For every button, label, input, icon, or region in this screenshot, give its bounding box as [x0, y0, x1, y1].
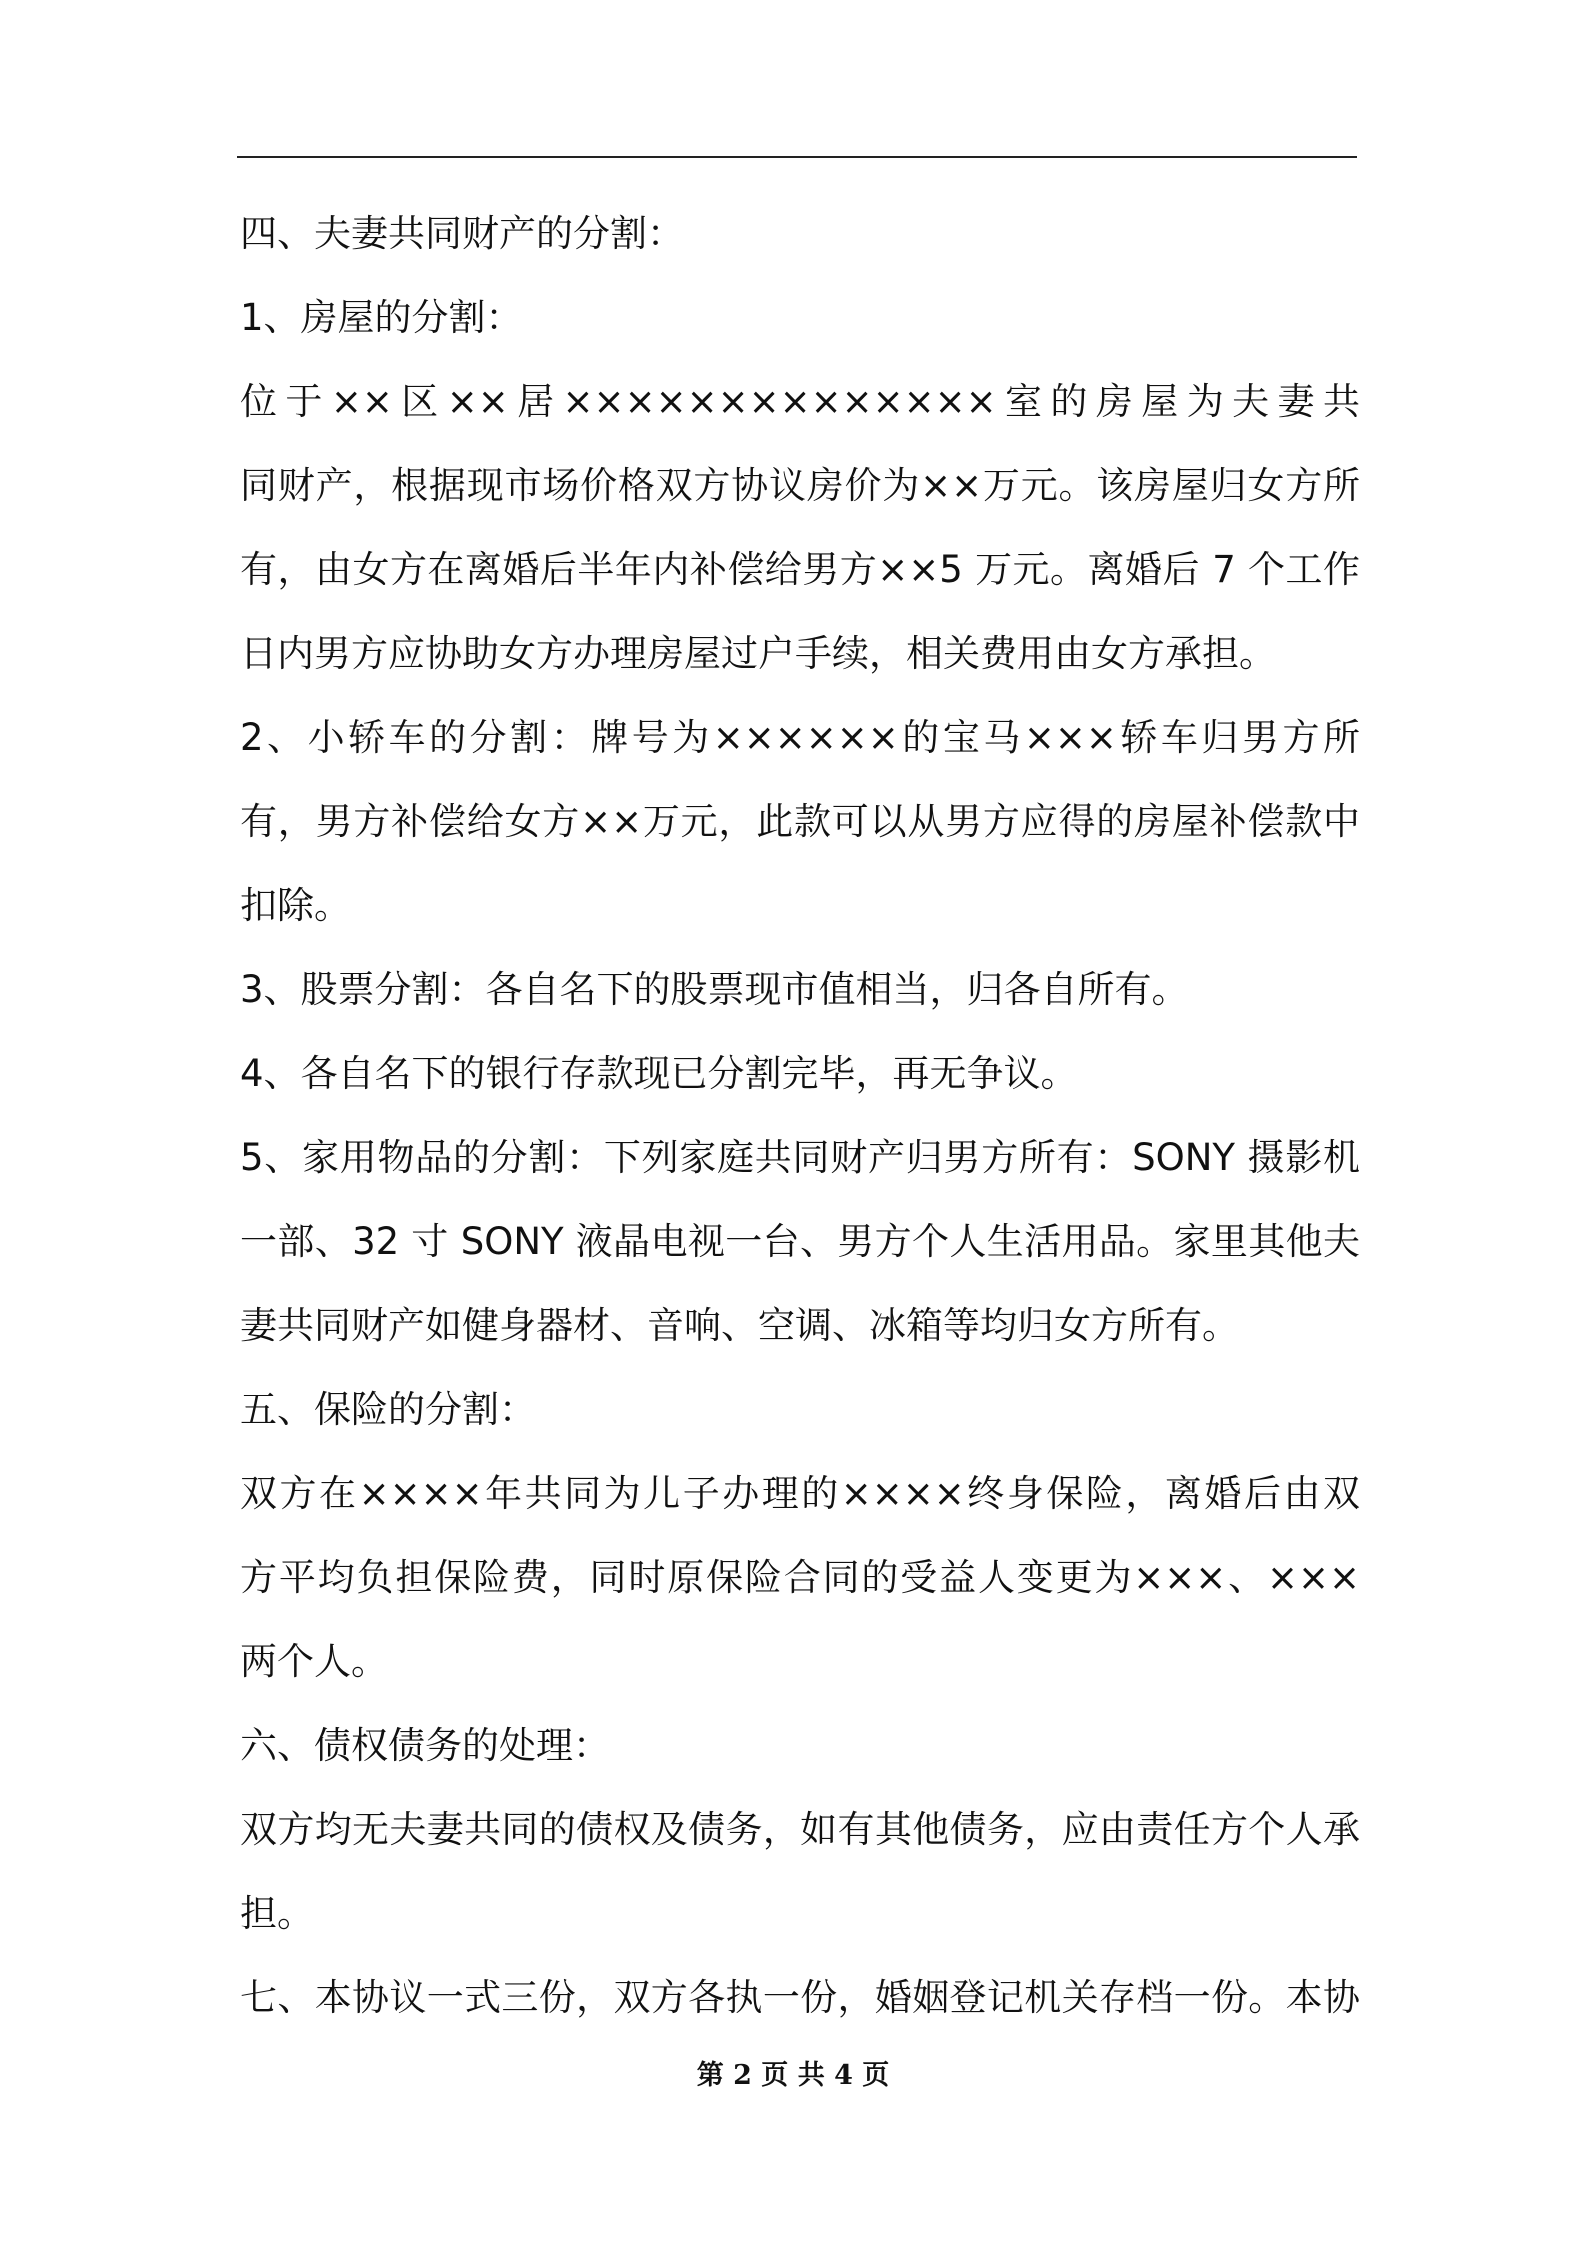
text-line: 日内男方应协助女方办理房屋过户手续，相关费用由女方承担。	[240, 632, 1276, 675]
text-line: 六、债权债务的处理：	[240, 1724, 610, 1767]
text-line: 3、股票分割：各自名下的股票现市值相当，归各自所有。	[240, 968, 1189, 1011]
text-line: 方平均负担保险费，同时原保险合同的受益人变更为×××、×××	[240, 1556, 1360, 1599]
page-number-footer: 第 2 页 共 4 页	[696, 2060, 890, 2091]
text-line: 四、夫妻共同财产的分割：	[240, 212, 684, 255]
text-line: 两个人。	[240, 1640, 388, 1683]
text-line: 5、家用物品的分割：下列家庭共同财产归男方所有：SONY 摄影机	[240, 1136, 1360, 1179]
text-line: 位于××区××居××××××××××××××室的房屋为夫妻共	[240, 380, 1360, 423]
header-rule	[237, 156, 1357, 158]
text-line: 扣除。	[240, 884, 351, 927]
text-line: 双方在××××年共同为儿子办理的××××终身保险，离婚后由双	[240, 1472, 1360, 1515]
document-body	[240, 192, 1360, 2040]
text-line: 有，男方补偿给女方××万元，此款可以从男方应得的房屋补偿款中	[240, 800, 1360, 843]
text-line: 一部、32 寸 SONY 液晶电视一台、男方个人生活用品。家里其他夫	[240, 1220, 1360, 1263]
text-line: 双方均无夫妻共同的债权及债务，如有其他债务，应由责任方个人承	[240, 1808, 1360, 1851]
text-line: 同财产，根据现市场价格双方协议房价为××万元。该房屋归女方所	[240, 464, 1360, 507]
text-line: 4、各自名下的银行存款现已分割完毕，再无争议。	[240, 1052, 1078, 1095]
text-line: 七、本协议一式三份，双方各执一份，婚姻登记机关存档一份。本协	[240, 1976, 1360, 2019]
text-line: 有，由女方在离婚后半年内补偿给男方××5 万元。离婚后 7 个工作	[240, 548, 1360, 591]
text-line: 五、保险的分割：	[240, 1388, 536, 1431]
text-line: 2、小轿车的分割：牌号为××××××的宝马×××轿车归男方所	[240, 716, 1360, 759]
text-line: 担。	[240, 1892, 314, 1935]
text-line: 妻共同财产如健身器材、音响、空调、冰箱等均归女方所有。	[240, 1304, 1239, 1347]
text-line: 1、房屋的分割：	[240, 296, 523, 339]
